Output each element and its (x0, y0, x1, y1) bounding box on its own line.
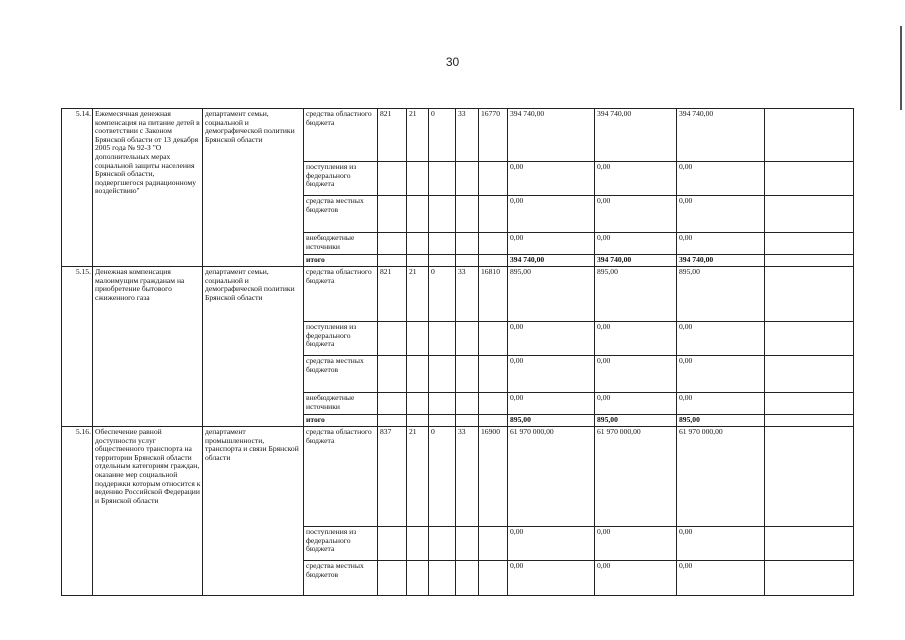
empty-cell (765, 233, 854, 255)
empty-cell (407, 196, 429, 233)
table-row (62, 109, 854, 162)
empty-cell (378, 356, 407, 393)
amount-year-2: 0,00 (595, 162, 677, 196)
funding-source: средства областного бюджета (304, 109, 378, 162)
funding-source: поступления из федерального бюджета (304, 527, 378, 561)
total-label: итого (304, 415, 378, 427)
empty-cell (429, 415, 456, 427)
empty-cell (479, 356, 508, 393)
code-target: 16770 (479, 109, 508, 162)
amount-year-2: 0,00 (595, 196, 677, 233)
amount-year-1: 895,00 (508, 267, 595, 322)
empty-cell (378, 233, 407, 255)
item-title: Денежная компенсация малоимущим гражданам на приобретение бытового сжиженного газа (93, 267, 203, 427)
amount-year-3: 895,00 (677, 267, 765, 322)
empty-cell (378, 162, 407, 196)
empty-cell (765, 415, 854, 427)
empty-cell (407, 561, 429, 596)
amount-year-2: 0,00 (595, 527, 677, 561)
amount-year-3: 394 740,00 (677, 255, 765, 267)
empty-cell (479, 561, 508, 596)
amount-year-1: 0,00 (508, 196, 595, 233)
item-number: 5.16. (62, 427, 93, 596)
empty-cell (479, 322, 508, 356)
code-program: 33 (456, 267, 479, 322)
empty-cell (765, 196, 854, 233)
amount-year-1: 0,00 (508, 356, 595, 393)
empty-cell (765, 255, 854, 267)
empty-cell (765, 162, 854, 196)
code-target: 16810 (479, 267, 508, 322)
amount-year-2: 0,00 (595, 356, 677, 393)
empty-cell (429, 162, 456, 196)
empty-cell (456, 196, 479, 233)
empty-cell (456, 561, 479, 596)
empty-cell (429, 322, 456, 356)
empty-cell (765, 322, 854, 356)
empty-cell (407, 415, 429, 427)
item-title: Обеспечение равной доступности услуг общественного транспорта на территории Брянской области отдельным категориям граждан, оказание мер социальной поддержки которым относится к ведению Российской Федерации и Брянской области (93, 427, 203, 596)
empty-cell (429, 561, 456, 596)
funding-source: средства местных бюджетов (304, 196, 378, 233)
funding-source: внебюджетные источники (304, 233, 378, 255)
empty-cell (407, 255, 429, 267)
amount-year-3: 0,00 (677, 561, 765, 596)
item-number: 5.15. (62, 267, 93, 427)
table-row (62, 427, 854, 527)
amount-year-3: 0,00 (677, 527, 765, 561)
amount-year-2: 394 740,00 (595, 109, 677, 162)
empty-cell (429, 356, 456, 393)
amount-year-3: 0,00 (677, 196, 765, 233)
funding-source: средства местных бюджетов (304, 356, 378, 393)
amount-year-3: 0,00 (677, 233, 765, 255)
empty-cell (378, 322, 407, 356)
empty-cell (765, 109, 854, 162)
empty-cell (456, 393, 479, 415)
amount-year-2: 895,00 (595, 267, 677, 322)
empty-cell (429, 393, 456, 415)
funding-source: средства местных бюджетов (304, 561, 378, 596)
amount-year-2: 0,00 (595, 561, 677, 596)
empty-cell (429, 233, 456, 255)
funding-source: средства областного бюджета (304, 267, 378, 322)
empty-cell (378, 527, 407, 561)
code-section: 21 (407, 109, 429, 162)
code-subsection: 0 (429, 267, 456, 322)
empty-cell (479, 196, 508, 233)
amount-year-1: 394 740,00 (508, 255, 595, 267)
code-program: 33 (456, 427, 479, 527)
executor: департамент семьи, социальной и демографической политики Брянской области (203, 109, 304, 267)
empty-cell (407, 233, 429, 255)
empty-cell (765, 267, 854, 322)
amount-year-3: 394 740,00 (677, 109, 765, 162)
budget-table-body (62, 109, 854, 596)
amount-year-1: 0,00 (508, 233, 595, 255)
funding-source: поступления из федерального бюджета (304, 322, 378, 356)
empty-cell (479, 255, 508, 267)
empty-cell (407, 322, 429, 356)
empty-cell (429, 527, 456, 561)
empty-cell (456, 162, 479, 196)
amount-year-1: 895,00 (508, 415, 595, 427)
amount-year-2: 0,00 (595, 322, 677, 356)
empty-cell (765, 527, 854, 561)
empty-cell (407, 162, 429, 196)
code-subsection: 0 (429, 427, 456, 527)
code-grbs: 821 (378, 267, 407, 322)
table-row (62, 267, 854, 322)
amount-year-3: 0,00 (677, 322, 765, 356)
empty-cell (407, 393, 429, 415)
empty-cell (479, 393, 508, 415)
empty-cell (378, 393, 407, 415)
total-label: итого (304, 255, 378, 267)
amount-year-3: 0,00 (677, 162, 765, 196)
empty-cell (765, 393, 854, 415)
amount-year-2: 61 970 000,00 (595, 427, 677, 527)
amount-year-1: 61 970 000,00 (508, 427, 595, 527)
code-target: 16900 (479, 427, 508, 527)
margin-line (900, 26, 902, 110)
empty-cell (429, 255, 456, 267)
amount-year-2: 0,00 (595, 233, 677, 255)
code-grbs: 837 (378, 427, 407, 527)
amount-year-1: 0,00 (508, 527, 595, 561)
empty-cell (407, 527, 429, 561)
code-subsection: 0 (429, 109, 456, 162)
code-grbs: 821 (378, 109, 407, 162)
empty-cell (456, 356, 479, 393)
empty-cell (456, 255, 479, 267)
empty-cell (479, 415, 508, 427)
code-section: 21 (407, 267, 429, 322)
amount-year-3: 895,00 (677, 415, 765, 427)
code-section: 21 (407, 427, 429, 527)
empty-cell (378, 255, 407, 267)
amount-year-1: 0,00 (508, 322, 595, 356)
empty-cell (378, 415, 407, 427)
amount-year-2: 0,00 (595, 393, 677, 415)
empty-cell (765, 427, 854, 527)
empty-cell (456, 322, 479, 356)
amount-year-3: 61 970 000,00 (677, 427, 765, 527)
empty-cell (378, 196, 407, 233)
code-program: 33 (456, 109, 479, 162)
item-number: 5.14. (62, 109, 93, 267)
empty-cell (479, 162, 508, 196)
empty-cell (456, 415, 479, 427)
executor: департамент семьи, социальной и демографической политики Брянской области (203, 267, 304, 427)
empty-cell (479, 233, 508, 255)
executor: департамент промышленности, транспорта и связи Брянской области (203, 427, 304, 596)
amount-year-1: 394 740,00 (508, 109, 595, 162)
empty-cell (456, 233, 479, 255)
funding-source: средства областного бюджета (304, 427, 378, 527)
empty-cell (456, 527, 479, 561)
page-number: 30 (445, 55, 460, 69)
amount-year-3: 0,00 (677, 356, 765, 393)
item-title: Ежемесячная денежная компенсация на питание детей в соответствии с Законом Брянской области от 13 декабря 2005 года № 92-З "О дополнительных мерах социальной защиты населения Брянской области, подвергшегося радиационному воздействию" (93, 109, 203, 267)
amount-year-2: 394 740,00 (595, 255, 677, 267)
empty-cell (479, 527, 508, 561)
empty-cell (429, 196, 456, 233)
empty-cell (765, 561, 854, 596)
amount-year-2: 895,00 (595, 415, 677, 427)
empty-cell (378, 561, 407, 596)
budget-table (61, 108, 854, 596)
amount-year-1: 0,00 (508, 561, 595, 596)
funding-source: внебюджетные источники (304, 393, 378, 415)
amount-year-1: 0,00 (508, 393, 595, 415)
empty-cell (765, 356, 854, 393)
amount-year-1: 0,00 (508, 162, 595, 196)
funding-source: поступления из федерального бюджета (304, 162, 378, 196)
amount-year-3: 0,00 (677, 393, 765, 415)
empty-cell (407, 356, 429, 393)
